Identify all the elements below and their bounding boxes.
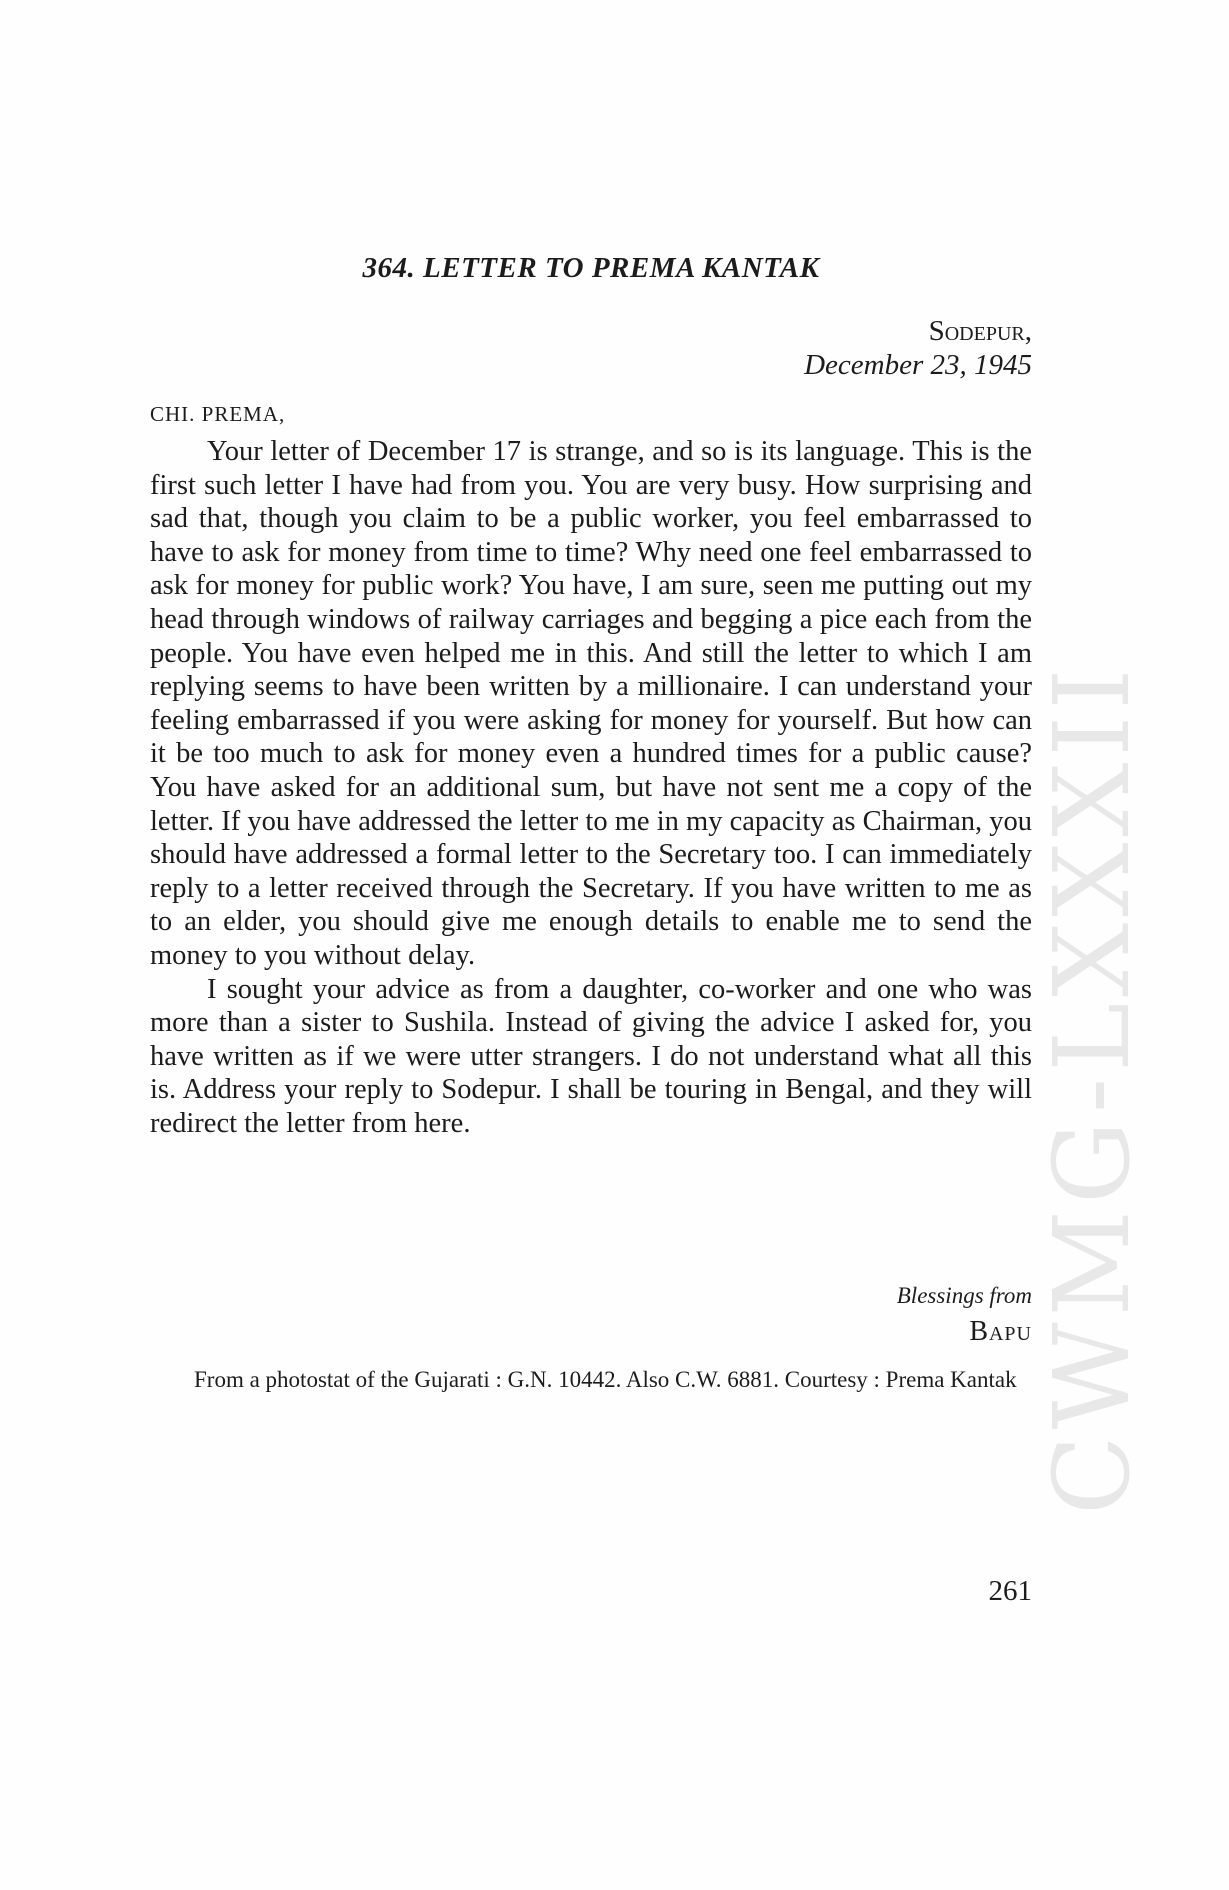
- source-note: From a photostat of the Gujarati : G.N. 10442. Also C.W. 6881. Courtesy : Prema Kantak: [194, 1367, 1017, 1392]
- letter-date: December 23, 1945: [804, 349, 1032, 381]
- body-paragraph-1: Your letter of December 17 is strange, and so is its language. This is the first such letter I have had from you. You are very busy. How surprising and sad that, though you claim to be a public worker, you feel embarrassed to have to ask for money from time to time? Why need one feel embarrassed to ask for money for public work? You have, I am sure, seen me putting out my head through windows of railway carriages and begging a pice each from the people. You have even helped me in this. And still the letter to which I am replying seems to have been written by a millionaire. I can understand your feeling embarrassed if you were asking for money for yourself. But how can it be too much to ask for money even a hundred times for a public cause? You have asked for an additional sum, but have not sent me a copy of the letter. If you have addressed the letter to me in my capacity as Chairman, you should have addressed a formal letter to the Secretary too. I can immediately reply to a letter received through the Secretary. If you have written to me as to an elder, you should give me enough details to enable me to send the money to you without delay.: [150, 436, 1032, 971]
- letter-place: Sodepur,: [928, 315, 1032, 347]
- letter-heading: 364. LETTER TO PREMA KANTAK: [362, 252, 820, 284]
- letter-closing: Blessings from: [896, 1283, 1032, 1308]
- letter-body: [150, 435, 1032, 1140]
- volume-watermark: CWMG-LXXXII: [1031, 662, 1153, 1515]
- letter-salutation: CHI. PREMA,: [150, 402, 286, 426]
- body-paragraph-2: I sought your advice as from a daughter, co-worker and one who was more than a sister to Sushila. Instead of giving the advice I asked for, you have written as if we were utter strangers. I do not understand what all this is. Address your reply to Sodepur. I shall be touring in Bengal, and they will redirect the letter from here.: [150, 973, 1032, 1139]
- page-number: 261: [988, 1575, 1032, 1607]
- letter-signature: Bapu: [969, 1316, 1032, 1347]
